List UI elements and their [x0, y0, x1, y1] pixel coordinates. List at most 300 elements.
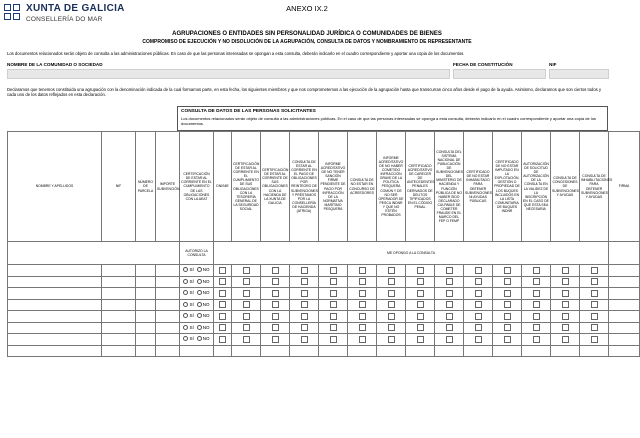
oppose-checkbox[interactable] [475, 336, 482, 343]
no-radio[interactable] [197, 279, 202, 284]
yes-label: SÍ [189, 301, 194, 307]
page-title: AGRUPACIONES O ENTIDADES SIN PERSONALIDAD JURÍDICA O COMUNIDADES DE BIENES [172, 31, 442, 37]
oppose-checkbox[interactable] [359, 324, 366, 331]
member-cell[interactable] [102, 299, 136, 311]
oppose-cell [232, 345, 261, 357]
yes-radio[interactable] [183, 267, 188, 272]
oppose-cell [232, 334, 261, 346]
oppose-cell [406, 322, 435, 334]
oppose-checkbox[interactable] [475, 267, 482, 274]
column-header: NOMBRE Y APELLIDOS [8, 132, 102, 242]
member-cell[interactable] [8, 345, 102, 357]
member-cell[interactable] [136, 265, 156, 277]
member-cell[interactable] [102, 288, 136, 300]
member-cell[interactable] [156, 334, 180, 346]
member-cell[interactable] [136, 276, 156, 288]
column-header: CERTIFICACIÓN DE ESTAR AL CORRIENTE EN EL CUMPLIMIENTO DE SUS OBLIGACIONES CON LA TESORERÍA GENERAL DE LA SEGURIDAD SOCIAL [232, 132, 261, 242]
oppose-cell [377, 334, 406, 346]
no-label: NO [202, 267, 210, 273]
oppose-cell [435, 276, 464, 288]
oppose-cell [214, 276, 232, 288]
column-header: IMPORTE SUBVENCIÓN [156, 132, 180, 242]
no-radio[interactable] [197, 325, 202, 330]
oppose-checkbox[interactable] [504, 290, 511, 297]
oppose-checkbox[interactable] [533, 301, 540, 308]
column-header: CONSULTA DE ESTAR AL CORRIENTE EN EL PAGO DE OBLIGACIONES POR REINTEGRO DE SUBVENCIONES Y PRÉSTAMOS POR LA CONSELLERÍA DE HACIENDA (ATRIGA) [290, 132, 319, 242]
oppose-checkbox[interactable] [504, 313, 511, 320]
table-row [8, 276, 640, 288]
oppose-cell [232, 299, 261, 311]
authorize-choice [180, 334, 214, 346]
column-header: DNI/NIE [214, 132, 232, 242]
oppose-cell [580, 345, 609, 357]
oppose-checkbox[interactable] [591, 278, 598, 285]
member-cell[interactable] [156, 322, 180, 334]
oppose-cell [377, 322, 406, 334]
oppose-checkbox[interactable] [446, 313, 453, 320]
oppose-checkbox[interactable] [417, 290, 424, 297]
oppose-cell [435, 322, 464, 334]
member-cell[interactable] [102, 334, 136, 346]
oppose-cell [214, 288, 232, 300]
oppose-cell [522, 311, 551, 323]
yes-label: SÍ [189, 278, 194, 284]
oppose-checkbox[interactable] [388, 278, 395, 285]
oppose-checkbox[interactable] [272, 278, 279, 285]
oppose-checkbox[interactable] [446, 324, 453, 331]
oppose-checkbox[interactable] [301, 301, 308, 308]
member-cell[interactable] [609, 276, 640, 288]
oppose-cell [551, 276, 580, 288]
member-cell[interactable] [8, 288, 102, 300]
oppose-checkbox[interactable] [219, 290, 226, 297]
oppose-cell [580, 276, 609, 288]
oppose-checkbox[interactable] [446, 267, 453, 274]
oppose-checkbox[interactable] [272, 290, 279, 297]
oppose-checkbox[interactable] [359, 278, 366, 285]
oppose-checkbox[interactable] [562, 278, 569, 285]
oppose-cell [232, 288, 261, 300]
oppose-cell [214, 311, 232, 323]
oppose-cell [464, 322, 493, 334]
oppose-cell [464, 288, 493, 300]
oppose-cell [377, 311, 406, 323]
oppose-checkbox[interactable] [562, 336, 569, 343]
oppose-cell [319, 276, 348, 288]
oppose-checkbox[interactable] [330, 278, 337, 285]
oppose-cell [522, 322, 551, 334]
oppose-checkbox[interactable] [359, 313, 366, 320]
oppose-cell [493, 345, 522, 357]
oppose-cell [261, 311, 290, 323]
column-header: CERTIFICADO DE NO ESTAR IMPUTADO EN LA EXPLOTACIÓN, GESTIÓN O PROPIEDAD DE LOS BUQUES INCLUIDOS EN LA LISTA COMUNITARIA DE BUQUES INDNR [493, 132, 522, 242]
oppose-cell [319, 311, 348, 323]
member-cell[interactable] [8, 334, 102, 346]
oppose-cell [551, 288, 580, 300]
oppose-checkbox[interactable] [359, 301, 366, 308]
oppose-cell [551, 311, 580, 323]
oppose-cell [580, 311, 609, 323]
member-cell[interactable] [136, 288, 156, 300]
oppose-cell [464, 265, 493, 277]
oppose-checkbox[interactable] [417, 301, 424, 308]
column-header: NIF [102, 132, 136, 242]
yes-radio[interactable] [183, 302, 188, 307]
oppose-cell [261, 288, 290, 300]
authorize-choice [180, 276, 214, 288]
yes-label: SÍ [189, 336, 194, 342]
oppose-cell [214, 265, 232, 277]
oppose-checkbox[interactable] [446, 278, 453, 285]
oppose-cell [406, 288, 435, 300]
oppose-checkbox[interactable] [504, 336, 511, 343]
oppose-checkbox[interactable] [330, 301, 337, 308]
oppose-checkbox[interactable] [243, 336, 250, 343]
oppose-cell [406, 311, 435, 323]
no-radio[interactable] [197, 267, 202, 272]
member-cell[interactable] [609, 345, 640, 357]
oppose-cell [319, 299, 348, 311]
oppose-checkbox[interactable] [330, 313, 337, 320]
oppose-cell [551, 334, 580, 346]
oppose-cell [261, 322, 290, 334]
oppose-cell [377, 345, 406, 357]
oppose-cell [261, 334, 290, 346]
oppose-checkbox[interactable] [475, 301, 482, 308]
oppose-checkbox[interactable] [562, 301, 569, 308]
no-label: NO [202, 301, 210, 307]
oppose-cell [580, 322, 609, 334]
no-label: NO [202, 324, 210, 330]
oppose-checkbox[interactable] [330, 267, 337, 274]
oppose-cell [319, 322, 348, 334]
oppose-cell [290, 322, 319, 334]
oppose-checkbox[interactable] [243, 267, 250, 274]
no-radio[interactable] [197, 336, 202, 341]
oppose-cell [580, 299, 609, 311]
column-header: CONSULTA DEL SISTEMA NACIONAL DE PUBLICACIÓN DE SUBVENCIONES DEL MINISTERIO DE HACIENDA Y FUNCIÓN PÚBLICA DE NO HABER SIDO DECLARADO CULPABLE DE COMETER FRAUDE EN EL MARCO DEL FEP O FEMP [435, 132, 464, 242]
oppose-cell [580, 334, 609, 346]
member-cell[interactable] [609, 334, 640, 346]
oppose-cell [493, 288, 522, 300]
oppose-checkbox[interactable] [388, 301, 395, 308]
oppose-checkbox[interactable] [272, 301, 279, 308]
oppose-cell [522, 276, 551, 288]
yes-label: SÍ [189, 313, 194, 319]
member-cell[interactable] [102, 265, 136, 277]
no-radio[interactable] [197, 302, 202, 307]
oppose-checkbox[interactable] [301, 267, 308, 274]
oppose-cell [522, 265, 551, 277]
oppose-cell [551, 322, 580, 334]
table-row [8, 334, 640, 346]
oppose-cell [464, 345, 493, 357]
oppose-checkbox[interactable] [272, 336, 279, 343]
column-header: CERTIFICADO ACREDITATIVO DE CARECER DE ANTECEDENTES PENALES DERIVADOS DE DELITOS TIPIFICADOS EN EL CÓDIGO PENAL [406, 132, 435, 242]
oppose-checkbox[interactable] [504, 301, 511, 308]
oppose-checkbox[interactable] [533, 324, 540, 331]
oppose-checkbox[interactable] [591, 313, 598, 320]
column-header: FIRMA [609, 132, 640, 242]
oppose-checkbox[interactable] [591, 336, 598, 343]
yes-radio[interactable] [183, 336, 188, 341]
column-header: CONSULTA DE INHABILITACIONES PARA OBTENER SUBVENCIONES Y AYUDAS [580, 132, 609, 242]
oppose-checkbox[interactable] [219, 336, 226, 343]
consult-section [177, 106, 608, 131]
member-cell[interactable] [609, 288, 640, 300]
oppose-checkbox[interactable] [301, 278, 308, 285]
annex-label: ANEXO IX.2 [286, 4, 328, 13]
table-row [8, 299, 640, 311]
oppose-cell [406, 276, 435, 288]
oppose-checkbox[interactable] [388, 313, 395, 320]
oppose-checkbox[interactable] [219, 313, 226, 320]
oppose-cell [464, 299, 493, 311]
oppose-checkbox[interactable] [562, 313, 569, 320]
oppose-cell [348, 311, 377, 323]
member-cell[interactable] [136, 334, 156, 346]
oppose-checkbox[interactable] [504, 267, 511, 274]
oppose-cell [348, 322, 377, 334]
oppose-cell [261, 276, 290, 288]
oppose-cell [319, 288, 348, 300]
oppose-checkbox[interactable] [301, 324, 308, 331]
oppose-checkbox[interactable] [533, 336, 540, 343]
oppose-cell [377, 299, 406, 311]
oppose-cell [464, 334, 493, 346]
oppose-checkbox[interactable] [475, 313, 482, 320]
yes-radio[interactable] [183, 325, 188, 330]
oppose-checkbox[interactable] [243, 324, 250, 331]
oppose-cell [435, 334, 464, 346]
page-subtitle: COMPROMISO DE EJECUCIÓN Y NO DISOLUCIÓN DE LA AGRUPACIÓN, CONSULTA DE DATOS Y NOMBRAMIENTO DE REPRESENTANTE [142, 39, 472, 45]
oppose-checkbox[interactable] [591, 267, 598, 274]
oppose-checkbox[interactable] [475, 324, 482, 331]
oppose-cell [290, 345, 319, 357]
oppose-checkbox[interactable] [417, 313, 424, 320]
oppose-checkbox[interactable] [388, 336, 395, 343]
community-name-label: NOMBRE DE LA COMUNIDAD O SOCIEDAD [7, 62, 103, 67]
oppose-cell [406, 334, 435, 346]
oppose-cell [493, 265, 522, 277]
oppose-checkbox[interactable] [243, 290, 250, 297]
oppose-checkbox[interactable] [330, 290, 337, 297]
nif-input[interactable] [549, 69, 609, 79]
oppose-cell [232, 322, 261, 334]
oppose-checkbox[interactable] [417, 278, 424, 285]
authorize-choice [180, 345, 214, 357]
oppose-checkbox[interactable] [219, 324, 226, 331]
column-header: CONSULTA DE CONCESIONES DE SUBVENCIONES Y AYUDAS [551, 132, 580, 242]
logo-subtitle: CONSELLERÍA DO MAR [26, 16, 103, 23]
oppose-cell [290, 311, 319, 323]
oppose-checkbox[interactable] [330, 324, 337, 331]
no-label: NO [202, 313, 210, 319]
oppose-checkbox[interactable] [446, 301, 453, 308]
member-cell[interactable] [156, 299, 180, 311]
member-cell[interactable] [136, 345, 156, 357]
yes-label: SÍ [189, 290, 194, 296]
oppose-cell [435, 265, 464, 277]
authorize-label: AUTORIZO LA CONSULTA [180, 242, 214, 265]
oppose-cell [493, 276, 522, 288]
oppose-cell [348, 288, 377, 300]
yes-label: SÍ [189, 324, 194, 330]
oppose-cell [551, 345, 580, 357]
oppose-cell [319, 265, 348, 277]
oppose-cell [522, 345, 551, 357]
table-row [8, 311, 640, 323]
oppose-checkbox[interactable] [359, 290, 366, 297]
oppose-cell [348, 265, 377, 277]
oppose-checkbox[interactable] [562, 290, 569, 297]
oppose-checkbox[interactable] [219, 278, 226, 285]
oppose-checkbox[interactable] [272, 313, 279, 320]
oppose-checkbox[interactable] [417, 336, 424, 343]
oppose-cell [493, 299, 522, 311]
oppose-cell [214, 334, 232, 346]
column-header: AUTORIZACIÓN DE SOLICITUD DE AUTORIZACIÓN DE LA CONSULTA EN LA VALIDEZ DE LA INSCRIPCIÓN EN EL CASO DE QUE ESTA SEA NECESARIA [522, 132, 551, 242]
oppose-checkbox[interactable] [417, 267, 424, 274]
member-cell[interactable] [102, 345, 136, 357]
oppose-checkbox[interactable] [243, 313, 250, 320]
oppose-checkbox[interactable] [446, 290, 453, 297]
member-cell[interactable] [8, 276, 102, 288]
oppose-checkbox[interactable] [359, 267, 366, 274]
oppose-checkbox[interactable] [272, 324, 279, 331]
oppose-cell [435, 288, 464, 300]
oppose-checkbox[interactable] [533, 290, 540, 297]
consult-text: Los documentos relacionados serán objeto de consulta a las administraciones públicas. En el caso de que las personas interesadas se oponga a esta consulta, deberán indicarlo en el cuadro correspondiente y aportar una copia de los documentos. [181, 116, 596, 127]
column-header: CERTIFICADO DE NO ESTAR INHABILITADO PARA OBTENER SUBVENCIONES NI AYUDAS PÚBLICAS [464, 132, 493, 242]
member-cell[interactable] [8, 322, 102, 334]
oppose-checkbox[interactable] [301, 290, 308, 297]
oppose-cell [232, 265, 261, 277]
oppose-cell [435, 311, 464, 323]
oppose-checkbox[interactable] [562, 324, 569, 331]
oppose-cell [214, 299, 232, 311]
oppose-checkbox[interactable] [243, 278, 250, 285]
member-cell[interactable] [156, 345, 180, 357]
member-cell[interactable] [8, 311, 102, 323]
oppose-checkbox[interactable] [301, 313, 308, 320]
yes-label: SÍ [189, 267, 194, 273]
member-cell[interactable] [609, 299, 640, 311]
oppose-checkbox[interactable] [591, 290, 598, 297]
community-name-input[interactable] [7, 69, 450, 79]
table-row [8, 265, 640, 277]
oppose-checkbox[interactable] [591, 301, 598, 308]
member-cell[interactable] [609, 265, 640, 277]
oppose-checkbox[interactable] [388, 324, 395, 331]
yes-radio[interactable] [183, 290, 188, 295]
member-cell[interactable] [8, 265, 102, 277]
oppose-cell [377, 265, 406, 277]
oppose-checkbox[interactable] [330, 336, 337, 343]
yes-radio[interactable] [183, 279, 188, 284]
oppose-checkbox[interactable] [388, 267, 395, 274]
member-cell[interactable] [102, 311, 136, 323]
oppose-checkbox[interactable] [533, 267, 540, 274]
oppose-checkbox[interactable] [533, 313, 540, 320]
member-cell[interactable] [156, 276, 180, 288]
oppose-checkbox[interactable] [219, 301, 226, 308]
constitution-date-label: FECHA DE CONSTITUCIÓN [453, 62, 513, 67]
member-cell[interactable] [156, 265, 180, 277]
member-cell[interactable] [102, 322, 136, 334]
column-header: CONSULTA DE NO ESTAR EN CONCURSO DE ACREEDORES [348, 132, 377, 242]
member-cell[interactable] [136, 322, 156, 334]
oppose-cell [522, 334, 551, 346]
constitution-date-input[interactable] [453, 69, 546, 79]
oppose-checkbox[interactable] [359, 336, 366, 343]
member-cell[interactable] [8, 299, 102, 311]
oppose-label: ME OPONGO A LA CONSULTA [214, 242, 609, 265]
member-cell[interactable] [156, 311, 180, 323]
oppose-checkbox[interactable] [475, 278, 482, 285]
oppose-cell [522, 299, 551, 311]
member-cell[interactable] [609, 322, 640, 334]
oppose-cell [406, 265, 435, 277]
oppose-checkbox[interactable] [591, 324, 598, 331]
authorize-choice [180, 288, 214, 300]
table-row [8, 288, 640, 300]
column-header: CERTIFICACIÓN DE ESTAR AL CORRIENTE DE SUS OBLIGACIONES CON LA HACIENDA DE LA XUNTA DE GALICIA [261, 132, 290, 242]
oppose-checkbox[interactable] [533, 278, 540, 285]
oppose-cell [232, 276, 261, 288]
oppose-checkbox[interactable] [243, 301, 250, 308]
oppose-cell [377, 288, 406, 300]
member-cell[interactable] [136, 311, 156, 323]
authorize-choice [180, 265, 214, 277]
oppose-checkbox[interactable] [562, 267, 569, 274]
oppose-cell [348, 299, 377, 311]
yes-radio[interactable] [183, 313, 188, 318]
table-row [8, 345, 640, 357]
oppose-cell [261, 299, 290, 311]
oppose-checkbox[interactable] [446, 336, 453, 343]
member-cell[interactable] [156, 288, 180, 300]
oppose-cell [406, 299, 435, 311]
oppose-cell [435, 345, 464, 357]
logo-name: XUNTA DE GALICIA [26, 3, 125, 14]
no-radio[interactable] [197, 290, 202, 295]
authorize-choice [180, 311, 214, 323]
no-radio[interactable] [197, 313, 202, 318]
oppose-cell [261, 265, 290, 277]
oppose-cell [348, 276, 377, 288]
oppose-cell [348, 334, 377, 346]
oppose-checkbox[interactable] [417, 324, 424, 331]
oppose-checkbox[interactable] [388, 290, 395, 297]
oppose-checkbox[interactable] [272, 267, 279, 274]
oppose-cell [551, 265, 580, 277]
oppose-cell [493, 322, 522, 334]
member-cell[interactable] [609, 311, 640, 323]
members-table [7, 131, 640, 357]
oppose-checkbox[interactable] [219, 267, 226, 274]
member-cell[interactable] [136, 299, 156, 311]
community-fields [7, 62, 609, 82]
oppose-checkbox[interactable] [301, 336, 308, 343]
oppose-checkbox[interactable] [504, 324, 511, 331]
oppose-cell [214, 322, 232, 334]
oppose-checkbox[interactable] [504, 278, 511, 285]
oppose-cell [580, 288, 609, 300]
oppose-cell [580, 265, 609, 277]
oppose-checkbox[interactable] [475, 290, 482, 297]
member-cell[interactable] [102, 276, 136, 288]
